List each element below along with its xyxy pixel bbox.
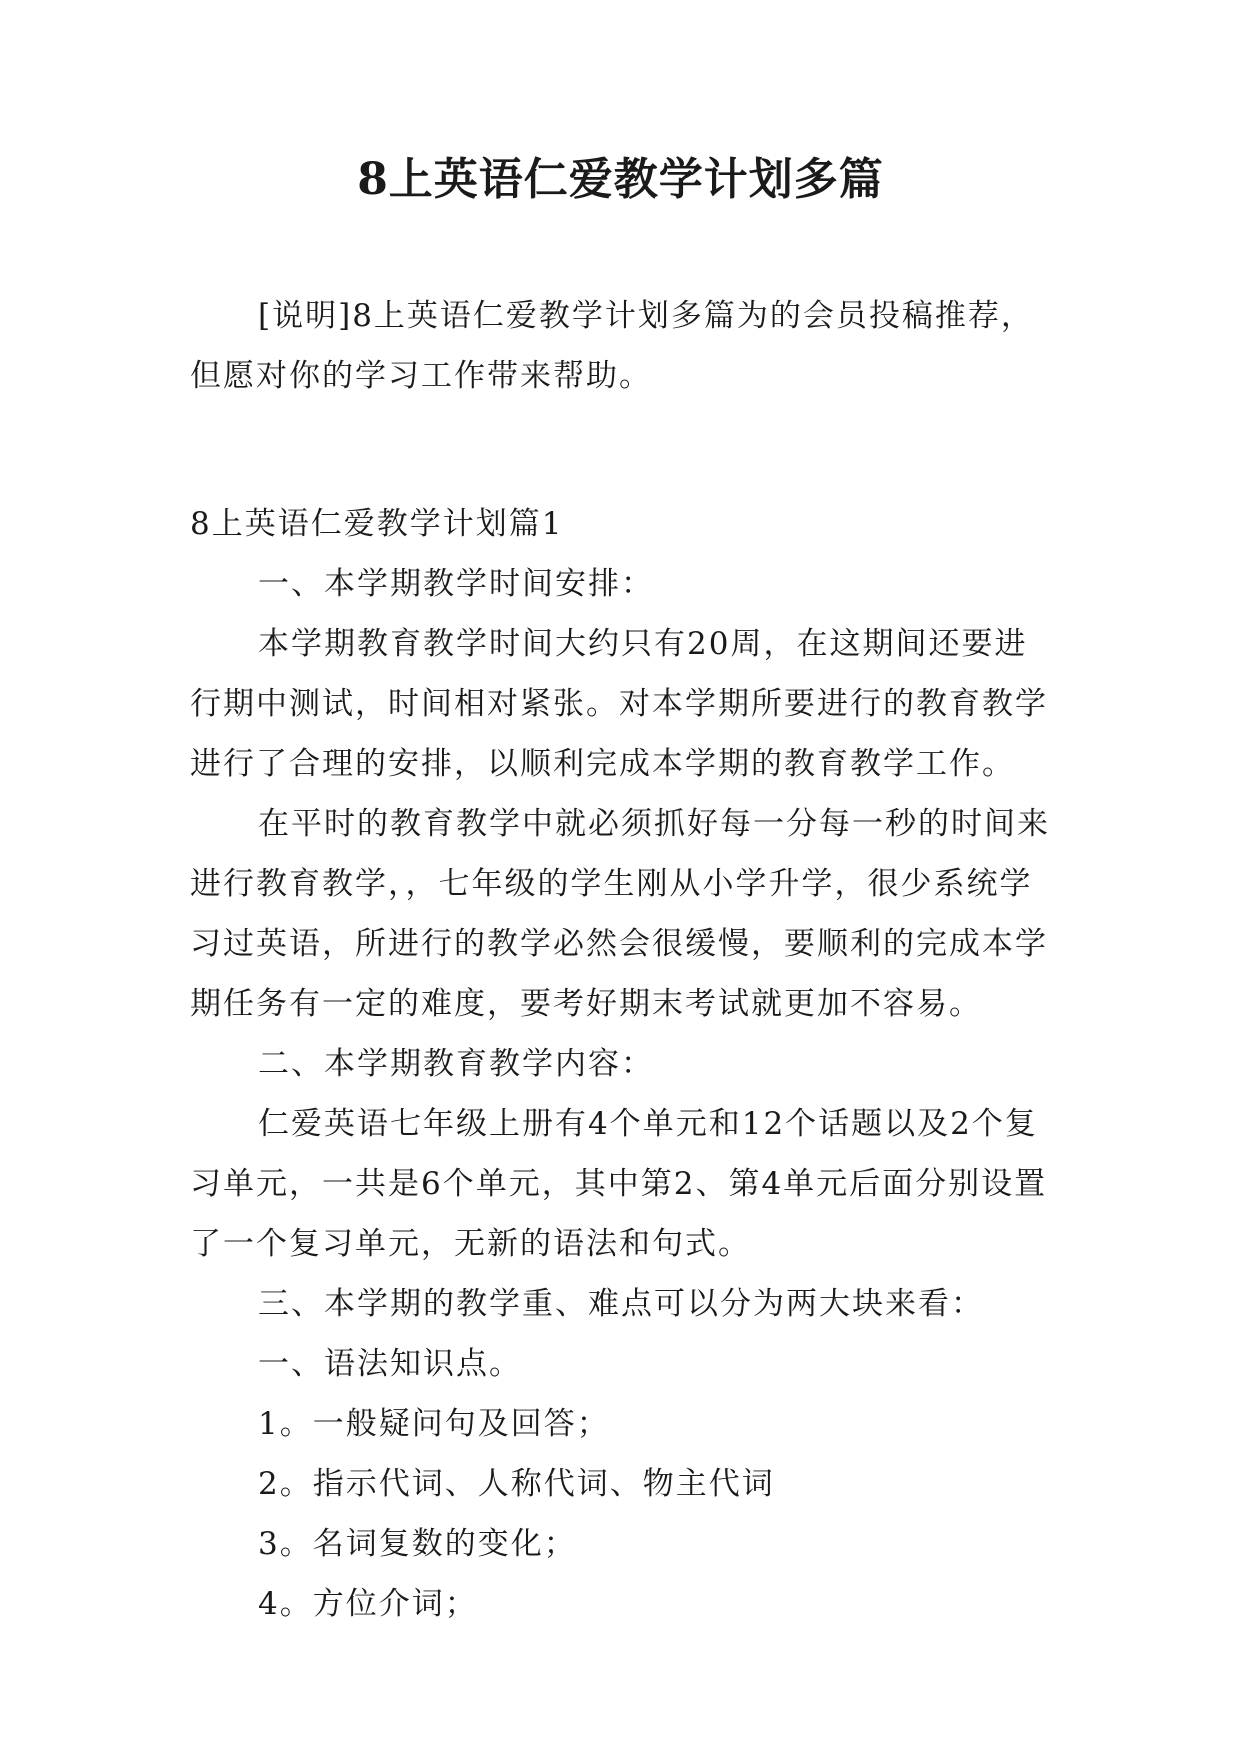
paragraph-content-detail: 仁爱英语七年级上册有4个单元和12个话题以及2个复习单元，一共是6个单元，其中第2、第4单元后面分别设置了一个复习单元，无新的语法和句式。	[190, 1106, 1048, 1262]
list-item: 2。指示代词、人称代词、物主代词	[258, 1466, 775, 1502]
paragraph-daily-teaching: 在平时的教育教学中就必须抓好每一分每一秒的时间来进行教育教学，，七年级的学生刚从小学升学，很少系统学习过英语，所进行的教学必然会很缓慢，要顺利的完成本学期任务有一定的难度，要考好期末考试就更加不容易。	[190, 806, 1050, 1022]
heading-key-points: 三、本学期的教学重、难点可以分为两大块来看：	[258, 1286, 984, 1322]
section-heading: 8上英语仁爱教学计划篇1	[190, 506, 564, 542]
list-item: 4。方位介词；	[258, 1586, 478, 1622]
heading-teaching-content: 二、本学期教育教学内容：	[258, 1046, 654, 1082]
document-body	[190, 286, 1060, 1634]
heading-grammar-points: 一、语法知识点。	[258, 1346, 522, 1382]
paragraph-schedule-detail: 本学期教育教学时间大约只有20周，在这期间还要进行期中测试，时间相对紧张。对本学期所要进行的教育教学进行了合理的安排，以顺利完成本学期的教育教学工作。	[190, 626, 1048, 782]
heading-teaching-schedule: 一、本学期教学时间安排：	[258, 566, 654, 602]
list-item: 3。名词复数的变化；	[258, 1526, 577, 1562]
list-item: 1。一般疑问句及回答；	[258, 1406, 610, 1442]
intro-paragraph: [说明]8上英语仁爱教学计划多篇为的会员投稿推荐，但愿对你的学习工作带来帮助。	[190, 298, 1034, 394]
document-title: 8上英语仁爱教学计划多篇	[357, 154, 884, 205]
